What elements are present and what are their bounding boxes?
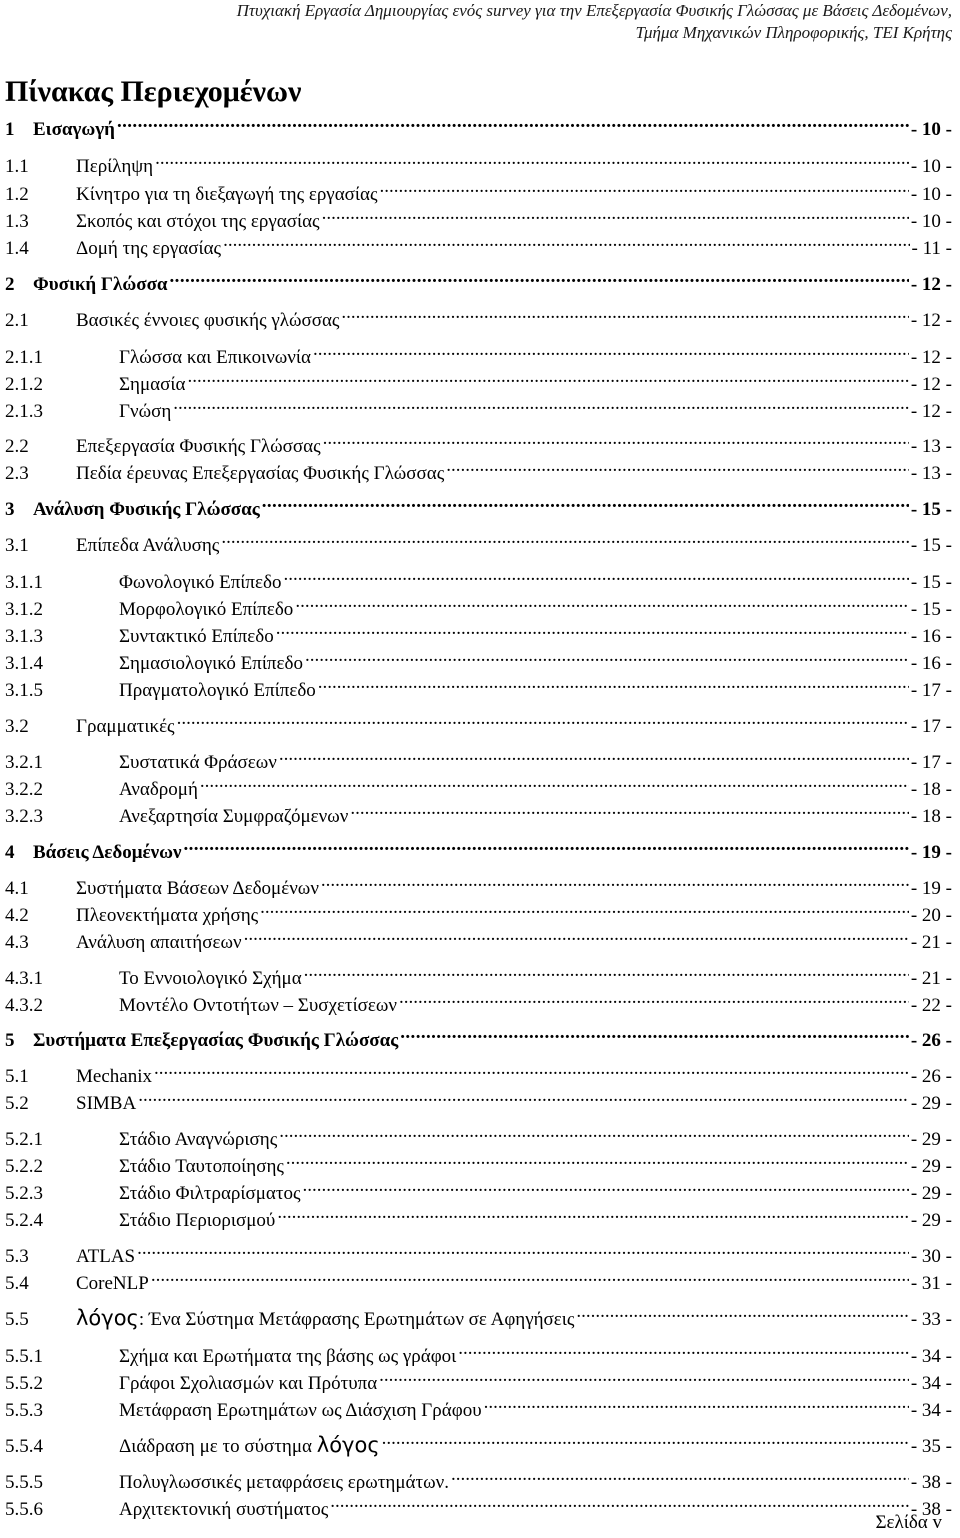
toc-entry-number: 2.2: [5, 436, 29, 457]
toc-entry-title: [119, 966, 302, 992]
toc-entry-number: 1.1: [5, 156, 29, 177]
toc-entry-title: [119, 1432, 380, 1460]
toc-entry-title: [33, 272, 168, 298]
toc-entry-number: 3.1.5: [5, 680, 43, 701]
toc-entry-page: - 12 -: [910, 374, 952, 395]
toc-entry-title-text: Επεξεργασία Φυσικής Γλώσσας: [76, 436, 321, 457]
toc-entry-page: - 26 -: [910, 1066, 952, 1087]
toc-entry[interactable]: [5, 343, 952, 369]
toc-entry-title-text: Βασικές έννοιες φυσικής γλώσσας: [76, 310, 340, 331]
toc-entry-title-text: Στάδιο Φιλτραρίσματος: [119, 1183, 301, 1204]
toc-entry-title-text: Πλεονεκτήματα χρήσης: [76, 905, 259, 926]
dot-leader: [153, 152, 909, 172]
dot-leader: [444, 459, 909, 479]
toc-entry-number: 3.1.1: [5, 572, 43, 593]
toc-entry-title: [119, 399, 171, 425]
toc-entry-title-text: CoreNLP: [76, 1273, 149, 1294]
toc-entry-title: [76, 876, 319, 902]
toc-entry-title: [76, 236, 221, 262]
dot-leader: [115, 115, 909, 135]
toc-entry-number: 5.5.4: [5, 1436, 43, 1457]
toc-entry-title: [76, 533, 219, 559]
toc-entry-page: - 21 -: [910, 968, 952, 989]
toc-entry-page: - 29 -: [910, 1093, 952, 1114]
dot-leader: [321, 432, 909, 452]
toc-entry-title: [119, 372, 185, 398]
toc-entry-title: [119, 1208, 275, 1234]
toc-entry[interactable]: [5, 838, 952, 864]
toc-entry-title: [76, 1271, 149, 1297]
toc-entry-title: [119, 1470, 449, 1496]
dot-leader: [185, 370, 908, 390]
dot-leader: [274, 622, 909, 642]
toc-entry-page: - 19 -: [910, 878, 952, 899]
toc-entry-title-text: Ανεξαρτησία Συμφραζόμενων: [119, 806, 349, 827]
toc-entry-title-text: Βάσεις Δεδομένων: [33, 842, 182, 863]
toc-entry-page: - 10 -: [910, 211, 952, 232]
toc-entry-page: - 10 -: [910, 184, 952, 205]
toc-entry-title: [33, 117, 115, 143]
toc-entry-number: 5.5.6: [5, 1499, 43, 1520]
toc-entry-title-text: Φωνολογικό Επίπεδο: [119, 572, 282, 593]
toc-entry-number: 5.3: [5, 1246, 29, 1267]
toc-entry[interactable]: [5, 234, 952, 260]
toc-entry-title: [76, 154, 153, 180]
toc-entry-title-text: Δομή της εργασίας: [76, 238, 222, 259]
dot-leader: [284, 1152, 909, 1172]
toc-entry-title-text: Γράφοι Σχολιασμών και Πρότυπα: [119, 1373, 378, 1394]
toc-entry-title: [119, 345, 311, 371]
toc-entry-page: - 21 -: [910, 932, 952, 953]
toc-entry-title-text: Διάδραση με το σύστημα: [119, 1436, 317, 1457]
toc-entry[interactable]: [5, 748, 952, 774]
toc-entry-title: [119, 1154, 284, 1180]
toc-entry-title: [119, 1371, 377, 1397]
toc-entry-number: 1.3: [5, 211, 29, 232]
toc-entry[interactable]: [5, 802, 952, 828]
toc-entry-title: [76, 1064, 152, 1090]
dot-leader: [293, 595, 909, 615]
toc-entry-title-text: Ανάλυση Φυσικής Γλώσσας: [33, 499, 260, 520]
toc-entry-number: 5.5.1: [5, 1346, 43, 1367]
dot-leader: [242, 928, 909, 948]
toc-entry-title: [33, 840, 181, 866]
toc-entry[interactable]: [5, 1026, 952, 1052]
toc-entry[interactable]: [5, 1179, 952, 1205]
dot-leader: [221, 234, 909, 254]
toc-entry-title: [119, 624, 274, 650]
toc-entry-number: 2: [5, 274, 15, 295]
toc-entry[interactable]: [5, 432, 952, 458]
toc-entry-title-text: Στάδιο Αναγνώρισης: [119, 1129, 278, 1150]
toc-entry-title: [119, 993, 397, 1019]
toc-entry[interactable]: [5, 1305, 952, 1331]
toc-entry-number: 5.2.4: [5, 1210, 43, 1231]
toc-entry[interactable]: [5, 306, 952, 332]
toc-entry-title-text: Γνώση: [119, 401, 172, 422]
dot-leader: [339, 306, 908, 326]
toc-entry-page: - 17 -: [910, 716, 952, 737]
toc-entry[interactable]: [5, 964, 952, 990]
toc-entry-number: 5.2: [5, 1093, 29, 1114]
toc-entry-page: - 31 -: [910, 1273, 952, 1294]
dot-leader: [181, 838, 908, 858]
toc-title: Πίνακας Περιεχομένων: [5, 75, 302, 108]
toc-entry-title: [76, 1091, 136, 1117]
toc-entry-page: - 12 -: [910, 401, 952, 422]
toc-entry-number: 5.5.2: [5, 1373, 43, 1394]
dot-leader: [301, 1179, 909, 1199]
toc-entry-page: - 16 -: [910, 626, 952, 647]
toc-entry[interactable]: [5, 1089, 952, 1115]
dot-leader: [482, 1396, 909, 1416]
toc-entry[interactable]: [5, 649, 952, 675]
dot-leader: [175, 712, 909, 732]
toc-entry-title-text: Συστήματα Βάσεων Δεδομένων: [76, 878, 319, 899]
toc-entry-title: [76, 434, 321, 460]
toc-entry-number: 2.1.3: [5, 401, 43, 422]
toc-entry-page: - 12 -: [910, 347, 952, 368]
toc-entry-number: 4.2: [5, 905, 29, 926]
toc-entry-title: [76, 182, 378, 208]
dot-leader: [380, 1432, 909, 1452]
toc-entry-number: 5.2.2: [5, 1156, 43, 1177]
toc-entry[interactable]: [5, 397, 952, 423]
toc-entry-title-text: Κίνητρο για τη διεξαγωγή της εργασίας: [76, 184, 378, 205]
toc-entry-page: - 17 -: [910, 752, 952, 773]
dot-leader: [135, 1242, 909, 1262]
toc-entry[interactable]: [5, 622, 952, 648]
toc-entry[interactable]: [5, 1369, 952, 1395]
toc-entry-number: 3: [5, 499, 15, 520]
toc-entry-title: [119, 1344, 456, 1370]
toc-entry-page: - 22 -: [910, 995, 952, 1016]
dot-leader: [281, 568, 908, 588]
toc-entry-page: - 34 -: [910, 1400, 952, 1421]
toc-entry-number: 2.3: [5, 463, 29, 484]
toc-entry-title-text: Στάδιο Περιορισμού: [119, 1210, 276, 1231]
toc-entry-page: - 15 -: [910, 572, 952, 593]
toc-entry-number: 1: [5, 119, 15, 140]
toc-entry-title: [76, 308, 339, 334]
toc-entry-number: 4.3.2: [5, 995, 43, 1016]
toc-entry-title: [119, 1398, 482, 1424]
toc-entry-number: 3.2.1: [5, 752, 43, 773]
toc-entry[interactable]: [5, 180, 952, 206]
dot-leader: [316, 676, 909, 696]
toc-entry-page: - 20 -: [910, 905, 952, 926]
toc-entry-title-text: Μορφολογικό Επίπεδο: [119, 599, 294, 620]
toc-entry-number: 3.2.2: [5, 779, 43, 800]
dot-leader: [258, 901, 909, 921]
toc-entry[interactable]: [5, 1269, 952, 1295]
dot-leader: [303, 649, 909, 669]
toc-entry-title-text: Πεδία έρευνας Επεξεργασίας Φυσικής Γλώσσας: [76, 463, 445, 484]
toc-entry-title-text: Σκοπός και στόχοι της εργασίας: [76, 211, 320, 232]
toc-entry[interactable]: [5, 901, 952, 927]
toc-entry[interactable]: [5, 459, 952, 485]
toc-entry-title-text: Αρχιτεκτονική συστήματος: [119, 1499, 329, 1520]
toc-entry-number: 2.1.2: [5, 374, 43, 395]
dot-leader: [171, 397, 909, 417]
toc-entry[interactable]: [5, 1342, 952, 1368]
toc-entry-title-text: Συστήματα Επεξεργασίας Φυσικής Γλώσσας: [33, 1030, 399, 1051]
toc-entry-title-text: Ανάλυση απαιτήσεων: [76, 932, 242, 953]
running-header: [12, 0, 952, 44]
toc-entry-number: 3.1.2: [5, 599, 43, 620]
toc-entry-page: - 10 -: [910, 156, 952, 177]
toc-entry[interactable]: [5, 1152, 952, 1178]
dot-leader: [136, 1089, 909, 1109]
toc-entry-title-text: Στάδιο Ταυτοποίησης: [119, 1156, 284, 1177]
toc-entry-title-text: Mechanix: [76, 1066, 152, 1087]
toc-entry-page: - 17 -: [910, 680, 952, 701]
toc-entry-number: 5.1: [5, 1066, 29, 1087]
toc-entry-title-text: Φυσική Γλώσσα: [33, 274, 168, 295]
toc-entry-title-text: SIMBA: [76, 1093, 137, 1114]
dot-leader: [260, 495, 909, 515]
toc-entry-title: [119, 1497, 328, 1523]
dot-leader: [398, 1026, 909, 1046]
toc-entry-number: 3.2.3: [5, 806, 43, 827]
toc-entry-title: [33, 1028, 398, 1054]
toc-entry-title-text: Σημασιολογικό Επίπεδο: [119, 653, 303, 674]
toc-entry-page: - 15 -: [910, 599, 952, 620]
toc-entry-title-text: Σχήμα και Ερωτήματα της βάσης ως γράφοι: [119, 1346, 457, 1367]
toc-entry-page: - 33 -: [910, 1309, 952, 1330]
toc-entry-number: 4.3.1: [5, 968, 43, 989]
toc-entry-page: - 38 -: [910, 1499, 952, 1520]
toc-entry-page: - 18 -: [910, 806, 952, 827]
toc-entry-title-text: Γλώσσα και Επικοινωνία: [119, 347, 311, 368]
toc-entry-number: 4: [5, 842, 15, 863]
dot-leader: [320, 207, 909, 227]
logos-system-name: λόγος: [76, 1306, 139, 1330]
logos-system-name: λόγος: [316, 1433, 380, 1457]
toc-entry-title: [76, 930, 242, 956]
dot-leader: [302, 964, 909, 984]
toc-entry-title-text: ATLAS: [76, 1246, 136, 1267]
toc-entry[interactable]: [5, 370, 952, 396]
toc-entry-number: 1.4: [5, 238, 29, 259]
toc-entry[interactable]: [5, 1432, 952, 1458]
toc-entry-page: - 34 -: [910, 1373, 952, 1394]
dot-leader: [574, 1305, 908, 1325]
toc-entry-title-text: Μετάφραση Ερωτημάτων ως Διάσχιση Γράφου: [119, 1400, 482, 1421]
toc-entry-page: - 15 -: [910, 499, 952, 520]
toc-entry-title-text: Πολυγλωσσικές μεταφράσεις ερωτημάτων.: [119, 1472, 449, 1493]
dot-leader: [277, 748, 909, 768]
toc-entry[interactable]: [5, 115, 952, 141]
toc-entry-title: [119, 651, 303, 677]
toc-entry-title-text: Περίληψη: [76, 156, 154, 177]
toc-entry-title: [119, 678, 316, 704]
dot-leader: [456, 1342, 909, 1362]
toc-entry-page: - 13 -: [910, 436, 952, 457]
toc-entry-title-text: Αναδρομή: [119, 779, 198, 800]
dot-leader: [219, 531, 909, 551]
toc-entry-page: - 26 -: [910, 1030, 952, 1051]
dot-leader: [275, 1206, 909, 1226]
toc-entry-page: - 29 -: [910, 1183, 952, 1204]
toc-entry-number: 5.4: [5, 1273, 29, 1294]
toc-entry-number: 5: [5, 1030, 15, 1051]
toc-entry-page: - 12 -: [910, 274, 952, 295]
toc-entry-page: - 29 -: [910, 1156, 952, 1177]
toc-entry[interactable]: [5, 495, 952, 521]
toc-entry[interactable]: [5, 568, 952, 594]
toc-entry-title: [76, 1244, 135, 1270]
toc-entry[interactable]: [5, 531, 952, 557]
toc-entry-page: - 38 -: [910, 1472, 952, 1493]
toc-entry-page: - 29 -: [910, 1129, 952, 1150]
toc-entry-number: 5.2.3: [5, 1183, 43, 1204]
dot-leader: [397, 991, 909, 1011]
toc-entry-title: [119, 570, 281, 596]
toc-entry-title: [76, 461, 444, 487]
toc-entry-title-text: Σημασία: [119, 374, 186, 395]
toc-entry-page: - 16 -: [910, 653, 952, 674]
toc-entry-number: 3.1: [5, 535, 29, 556]
toc-entry-number: 2.1: [5, 310, 29, 331]
toc-entry-title: [119, 804, 348, 830]
toc-entry[interactable]: [5, 676, 952, 702]
toc-entry-title-text: Πραγματολογικό Επίπεδο: [119, 680, 316, 701]
toc-entry-title: [33, 497, 260, 523]
toc-entry[interactable]: [5, 712, 952, 738]
toc-entry-page: - 29 -: [910, 1210, 952, 1231]
toc-entry-number: 4.1: [5, 878, 29, 899]
toc-entry-title: [76, 903, 258, 929]
toc-entry[interactable]: [5, 595, 952, 621]
toc-entry-number: 3.2: [5, 716, 29, 737]
toc-entry-title-text: Συστατικά Φράσεων: [119, 752, 277, 773]
toc-entry-title-text: Μοντέλο Οντοτήτων – Συσχετίσεων: [119, 995, 397, 1016]
toc-entry-page: - 18 -: [910, 779, 952, 800]
dot-leader: [348, 802, 909, 822]
toc-entry[interactable]: [5, 152, 952, 178]
page-number-footer: Σελίδα v: [875, 1512, 942, 1533]
dot-leader: [198, 775, 909, 795]
toc-entry[interactable]: [5, 928, 952, 954]
toc-entry-title-text: : Ένα Σύστημα Μετάφρασης Ερωτημάτων σε Αφηγήσεις: [138, 1309, 575, 1330]
toc-entry-number: 3.1.4: [5, 653, 43, 674]
toc-entry[interactable]: [5, 207, 952, 233]
toc-entry-number: 2.1.1: [5, 347, 43, 368]
toc-entry[interactable]: [5, 1242, 952, 1268]
toc-entry[interactable]: [5, 270, 952, 296]
toc-entry-page: - 12 -: [910, 310, 952, 331]
toc-entry[interactable]: [5, 775, 952, 801]
toc-entry[interactable]: [5, 1396, 952, 1422]
toc-entry-number: 5.2.1: [5, 1129, 43, 1150]
toc-entry-page: - 15 -: [910, 535, 952, 556]
dot-leader: [377, 1369, 909, 1389]
dot-leader: [152, 1062, 909, 1082]
toc-entry-title: [76, 714, 175, 740]
toc-entry-number: 3.1.3: [5, 626, 43, 647]
toc-entry-title: [76, 209, 320, 235]
toc-entry[interactable]: [5, 1495, 952, 1521]
toc-entry-title-text: Το Εννοιολογικό Σχήμα: [119, 968, 302, 989]
toc-entry-title-text: Εισαγωγή: [33, 119, 115, 140]
dot-leader: [168, 270, 909, 290]
toc-entry-title: [119, 597, 293, 623]
toc-entry-title-text: Επίπεδα Ανάλυσης: [76, 535, 220, 556]
toc-entry-page: - 10 -: [910, 119, 952, 140]
toc-entry-number: 1.2: [5, 184, 29, 205]
toc-entry-page: - 11 -: [911, 238, 952, 259]
running-header-line-2: Τμήμα Μηχανικών Πληροφορικής, ΤΕΙ Κρήτης: [635, 23, 952, 42]
dot-leader: [277, 1125, 909, 1145]
dot-leader: [319, 874, 909, 894]
toc-entry-number: 5.5.5: [5, 1472, 43, 1493]
toc-entry-title: [119, 777, 198, 803]
toc-entry[interactable]: [5, 1062, 952, 1088]
toc-entry-page: - 13 -: [910, 463, 952, 484]
dot-leader: [149, 1269, 909, 1289]
toc-entry-title-text: Συντακτικό Επίπεδο: [119, 626, 274, 647]
toc-entry-number: 4.3: [5, 932, 29, 953]
dot-leader: [311, 343, 909, 363]
toc-entry[interactable]: [5, 1468, 952, 1494]
toc-entry-page: - 35 -: [910, 1436, 952, 1457]
dot-leader: [378, 180, 909, 200]
toc-entry-title: [119, 1127, 277, 1153]
toc-entry-title-text: Γραμματικές: [76, 716, 175, 737]
toc-entry-title: [119, 750, 277, 776]
toc-entry[interactable]: [5, 991, 952, 1017]
dot-leader: [449, 1468, 909, 1488]
dot-leader: [328, 1495, 909, 1515]
toc-entry[interactable]: [5, 1125, 952, 1151]
running-header-line-1: Πτυχιακή Εργασία Δημιουργίας ενός survey για την Επεξεργασία Φυσικής Γλώσσας με Βάσεις Δεδομένων,: [236, 1, 952, 20]
toc-entry-page: - 19 -: [910, 842, 952, 863]
toc-entry-title: [119, 1181, 301, 1207]
toc-entry-number: 5.5.3: [5, 1400, 43, 1421]
toc-entry-page: - 34 -: [910, 1346, 952, 1367]
toc-entry-number: 5.5: [5, 1309, 29, 1330]
toc-entry[interactable]: [5, 1206, 952, 1232]
toc-entry-title: [76, 1305, 574, 1333]
toc-entry[interactable]: [5, 874, 952, 900]
toc-entry-page: - 30 -: [910, 1246, 952, 1267]
